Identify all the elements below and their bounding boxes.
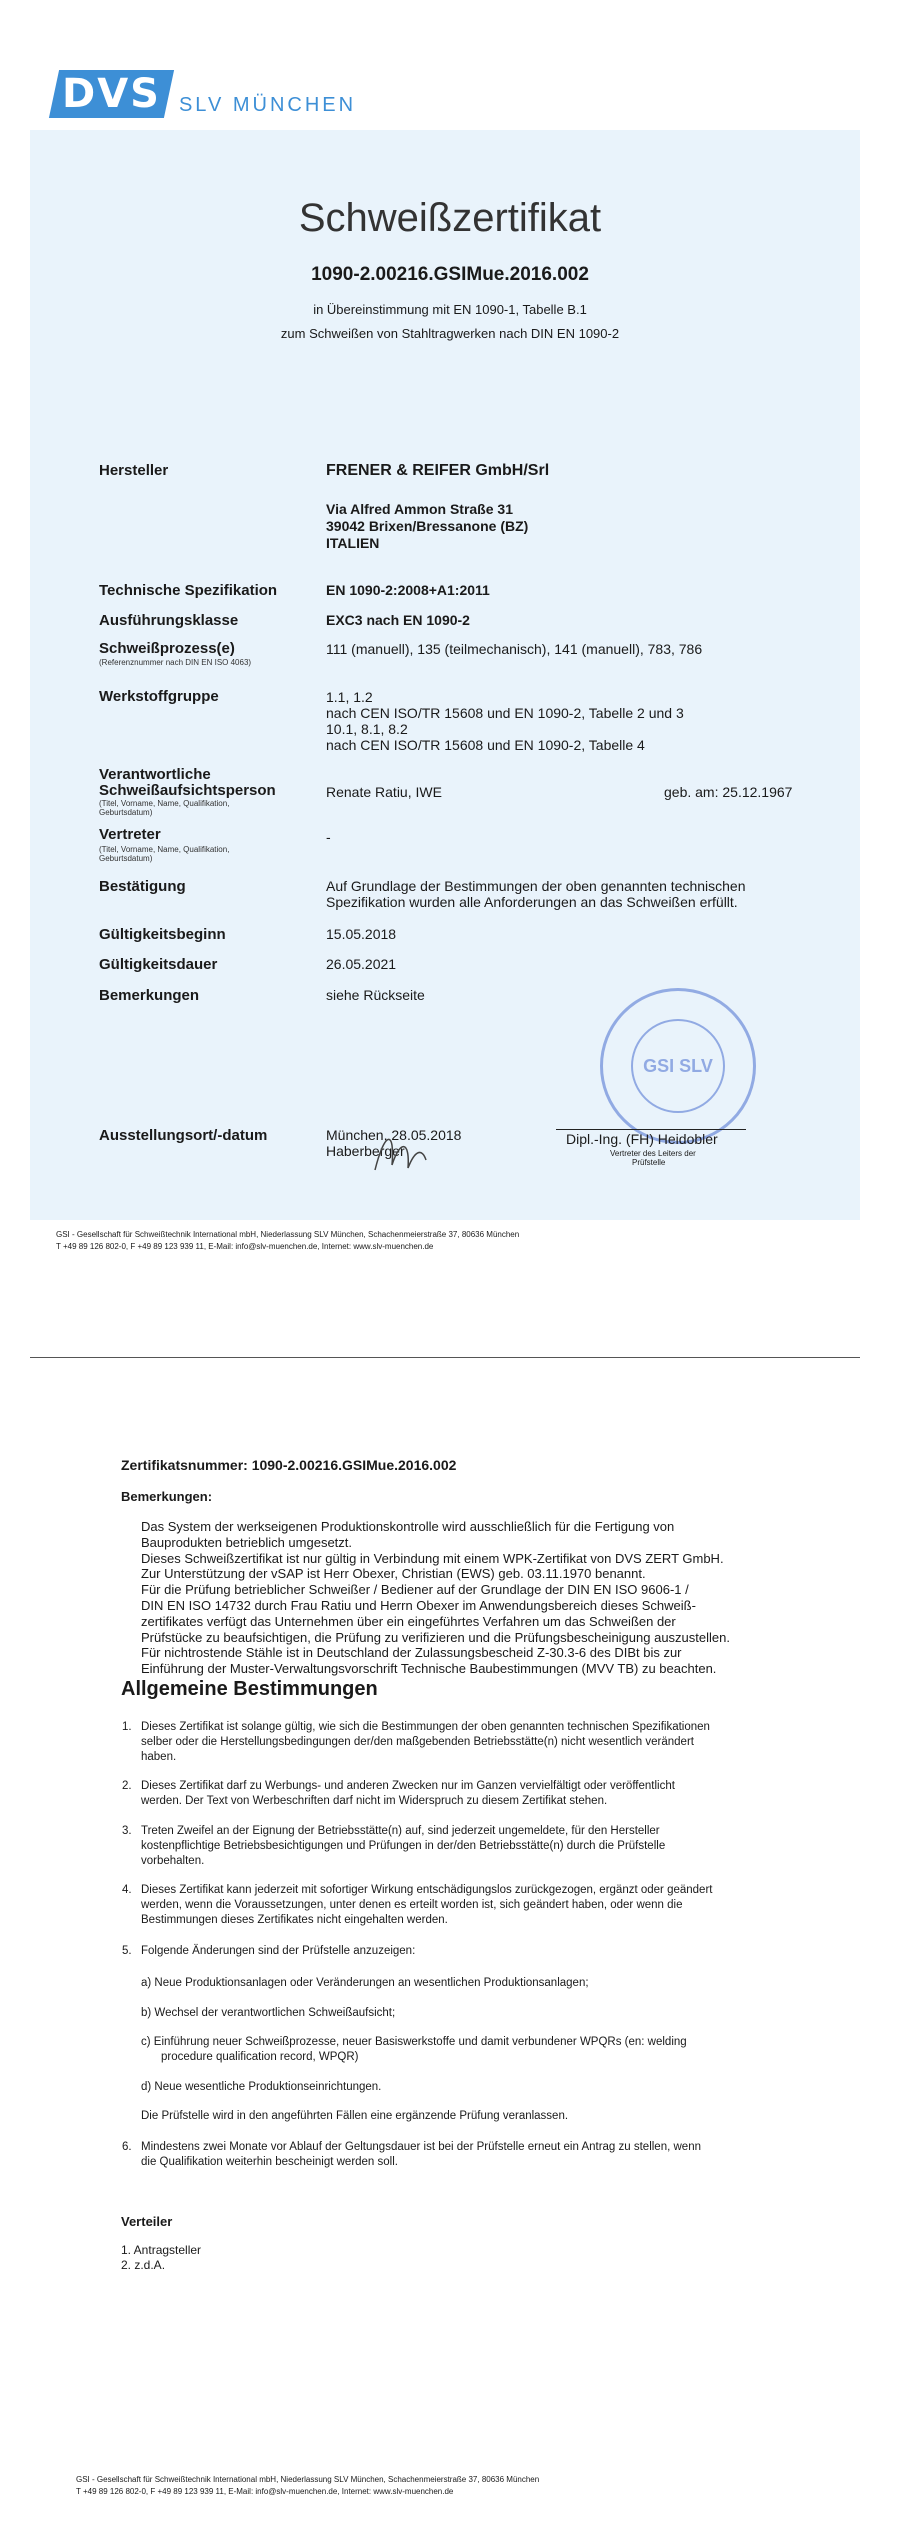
handwritten-signature — [370, 1120, 430, 1180]
label-spec: Technische Spezifikation — [99, 582, 278, 599]
certificate-number: 1090-2.00216.GSIMue.2016.002 — [311, 264, 589, 285]
logo-mark: DVS — [49, 70, 174, 118]
page2-certificate-number: Zertifikatsnummer: 1090-2.00216.GSIMue.2016.002 — [121, 1457, 457, 1473]
klasse-value: EXC3 nach EN 1090-2 — [326, 612, 470, 628]
manufacturer-name: FRENER & REIFER GmbH/Srl — [326, 462, 550, 479]
page2-footer-line-1: GSI - Gesellschaft für Schweißtechnik International mbH, Niederlassung SLV München, Schachenmeierstraße 37, 80636 München — [76, 2475, 540, 2484]
werkstoff-line-3: 10.1, 8.1, 8.2 — [326, 721, 408, 737]
dvs-logo — [54, 70, 356, 118]
aufsicht-note-2: Geburtsdatum) — [99, 808, 153, 817]
remarks-heading: Bemerkungen: — [121, 1489, 213, 1504]
label-vertreter: Vertreter — [99, 826, 161, 843]
remark-line: Für die Prüfung betrieblicher Schweißer / Bediener auf der Grundlage der DIN EN ISO 9606-1 / — [141, 1582, 689, 1598]
manufacturer-address-1: Via Alfred Ammon Straße 31 — [326, 501, 513, 517]
footer-line-2: T +49 89 126 802-0, F +49 89 123 939 11, E-Mail: info@slv-muenchen.de, Internet: www.slv-muenchen.de — [56, 1242, 434, 1251]
certificate-subtitle-2: zum Schweißen von Stahltragwerken nach DIN EN 1090-2 — [280, 326, 620, 341]
official-seal — [600, 988, 756, 1144]
remark-line: zertifikates verfügt das Unternehmen über ein eingeführtes Verfahren um das Schweißen der — [141, 1613, 676, 1629]
label-prozess: Schweißprozess(e) — [99, 640, 235, 657]
prozess-value: 111 (manuell), 135 (teilmechanisch), 141 (manuell), 783, 786 — [326, 641, 703, 657]
footer-line-1: GSI - Gesellschaft für Schweißtechnik International mbH, Niederlassung SLV München, Schachenmeierstraße 37, 80636 München — [56, 1230, 520, 1239]
distribution-heading: Verteiler — [121, 2214, 173, 2229]
bestaetigung-line-2: Spezifikation wurden alle Anforderungen an das Schweißen erfüllt. — [326, 894, 738, 910]
logo-org: SLV MÜNCHEN — [178, 93, 357, 116]
label-dauer: Gültigkeitsdauer — [99, 956, 218, 973]
provision-1: 1. Dieses Zertifikat ist solange gültig, wie sich die Bestimmungen der oben genannten technischen Spezifikationen selber oder die Herstellungsbedingungen der/den maßgebenden Betriebsstätte(n) nicht wesentlich verändert haben. — [122, 1721, 710, 1763]
manufacturer-address-2: 39042 Brixen/Bressanone (BZ) — [326, 518, 529, 534]
aufsicht-note-1: (Titel, Vorname, Name, Qualifikation, — [99, 799, 230, 808]
manufacturer-address-3: ITALIEN — [326, 535, 380, 551]
certificate-subtitle-1: in Übereinstimmung mit EN 1090-1, Tabelle B.1 — [313, 302, 587, 317]
ausstellung-place: München, 28.05.2018 — [326, 1127, 462, 1143]
provision-5b: b) Wechsel der verantwortlichen Schweißaufsicht; — [141, 2007, 396, 2019]
remark-line: Für nichtrostende Stähle ist in Deutschland der Zulassungsbescheid Z-30.3-6 des DIBt bis zur — [141, 1645, 682, 1661]
ausstellung-signer: Haberberger — [326, 1143, 405, 1159]
label-aufsicht-2: Schweißaufsichtsperson — [99, 782, 276, 799]
certificate-title: Schweißzertifikat — [298, 196, 602, 240]
remark-line: Das System der werkseigenen Produktionskontrolle wird ausschließlich für die Fertigung von — [141, 1519, 675, 1534]
aufsicht-birthdate: geb. am: 25.12.1967 — [664, 784, 793, 800]
page2-footer-line-2: T +49 89 126 802-0, F +49 89 123 939 11, E-Mail: info@slv-muenchen.de, Internet: www.slv-muenchen.de — [76, 2487, 454, 2496]
spec-value: EN 1090-2:2008+A1:2011 — [326, 582, 490, 598]
seal-text: GSI SLV — [631, 1019, 725, 1113]
remark-line: Prüfstücke zu beaufsichtigen, die Prüfung zu verifizieren und die Prüfungsbescheinigung auszustellen. — [141, 1629, 730, 1645]
signer-role-2: Prüfstelle — [632, 1158, 666, 1167]
werkstoff-line-2: nach CEN ISO/TR 15608 und EN 1090-2, Tabelle 2 und 3 — [326, 705, 684, 721]
label-aufsicht-1: Verantwortliche — [99, 766, 211, 783]
vertreter-value: - — [326, 829, 331, 845]
remark-line: Zur Unterstützung der vSAP ist Herr Obexer, Christian (EWS) geb. 03.11.1970 benannt. — [141, 1566, 646, 1582]
prozess-note: (Referenznummer nach DIN EN ISO 4063) — [99, 658, 252, 667]
label-ausstellung: Ausstellungsort/-datum — [99, 1127, 268, 1144]
signer-name: Dipl.-Ing. (FH) Heidobler — [566, 1131, 718, 1147]
distribution-item: 1. Antragsteller — [121, 2243, 202, 2257]
distribution-item: 2. z.d.A. — [121, 2258, 166, 2272]
label-beginn: Gültigkeitsbeginn — [99, 926, 226, 943]
vertreter-note-1: (Titel, Vorname, Name, Qualifikation, — [99, 845, 230, 854]
remark-line: Einführung der Muster-Verwaltungsvorschrift Technische Baubestimmungen (MVV TB) zu beachten. — [141, 1661, 717, 1677]
provision-5: 5. Folgende Änderungen sind der Prüfstelle anzuzeigen: — [122, 1945, 416, 1957]
werkstoff-line-1: 1.1, 1.2 — [326, 689, 373, 705]
label-werkstoff: Werkstoffgruppe — [99, 688, 219, 705]
provision-3: 3. Treten Zweifel an der Eignung der Betriebsstätte(n) auf, sind jederzeit ungemeldete, für den Hersteller kostenpflichtige Betriebsbesichtigungen und Prüfungen in der/den Betriebsstätte(n) durch die Prüfstelle vorbehalten. — [122, 1825, 666, 1867]
remark-line: Bauprodukten betrieblich umgesetzt. — [141, 1534, 353, 1550]
beginn-value: 15.05.2018 — [326, 926, 397, 942]
bemerkungen-value: siehe Rückseite — [326, 987, 425, 1003]
provision-4: 4. Dieses Zertifikat kann jederzeit mit sofortiger Wirkung entschädigungslos zurückgezogen, ergänzt oder geändert werden, wenn die Voraussetzungen, unter denen es erteilt worden ist, sich geändert haben, oder wenn die Bestimmungen dieses Zertifikates nicht eingehalten werden. — [122, 1884, 713, 1926]
signature-line — [556, 1129, 746, 1130]
bestaetigung-line-1: Auf Grundlage der Bestimmungen der oben genannten technischen — [326, 878, 746, 894]
provision-5d: d) Neue wesentliche Produktionseinrichtungen. — [141, 2081, 382, 2093]
label-bemerkungen: Bemerkungen — [99, 987, 200, 1004]
provision-5c: c) Einführung neuer Schweißprozesse, neuer Basiswerkstoffe und damit verbundener WPQRs (en: welding procedure qualification record, WPQR) — [141, 2036, 687, 2063]
page-separator — [30, 1357, 860, 1358]
label-hersteller: Hersteller — [99, 462, 169, 479]
signer-role-1: Vertreter des Leiters der — [610, 1149, 696, 1158]
provision-6: 6. Mindestens zwei Monate vor Ablauf der Geltungsdauer ist bei der Prüfstelle erneut ein Antrag zu stellen, wenn die Qualifikation weiterhin bescheinigt werden soll. — [122, 2141, 701, 2168]
general-provisions-heading: Allgemeine Bestimmungen — [121, 1678, 378, 1700]
werkstoff-line-4: nach CEN ISO/TR 15608 und EN 1090-2, Tabelle 4 — [326, 737, 645, 753]
dauer-value: 26.05.2021 — [326, 956, 397, 972]
vertreter-note-2: Geburtsdatum) — [99, 854, 153, 863]
provision-2: 2. Dieses Zertifikat darf zu Werbungs- und anderen Zwecken nur im Ganzen vervielfältigt oder veröffentlicht werden. Der Text von Werbeschriften darf nicht im Widerspruch zu diesem Zertifikat stehen. — [122, 1780, 675, 1807]
remark-line: DIN EN ISO 14732 durch Frau Ratiu und Herrn Obexer im Anwendungsbereich dieses Schweiß- — [141, 1597, 696, 1613]
aufsicht-value: Renate Ratiu, IWE — [326, 784, 442, 800]
label-klasse: Ausführungsklasse — [99, 612, 239, 629]
provision-5a: a) Neue Produktionsanlagen oder Veränderungen an wesentlichen Produktionsanlagen; — [141, 1977, 589, 1989]
provision-5-note: Die Prüfstelle wird in den angeführten Fällen eine ergänzende Prüfung veranlassen. — [141, 2110, 569, 2122]
remarks-block — [141, 1519, 781, 1677]
remark-line: Dieses Schweißzertifikat ist nur gültig in Verbindung mit einem WPK-Zertifikat von DVS ZERT GmbH. — [141, 1550, 724, 1566]
label-bestaetigung: Bestätigung — [99, 878, 186, 895]
